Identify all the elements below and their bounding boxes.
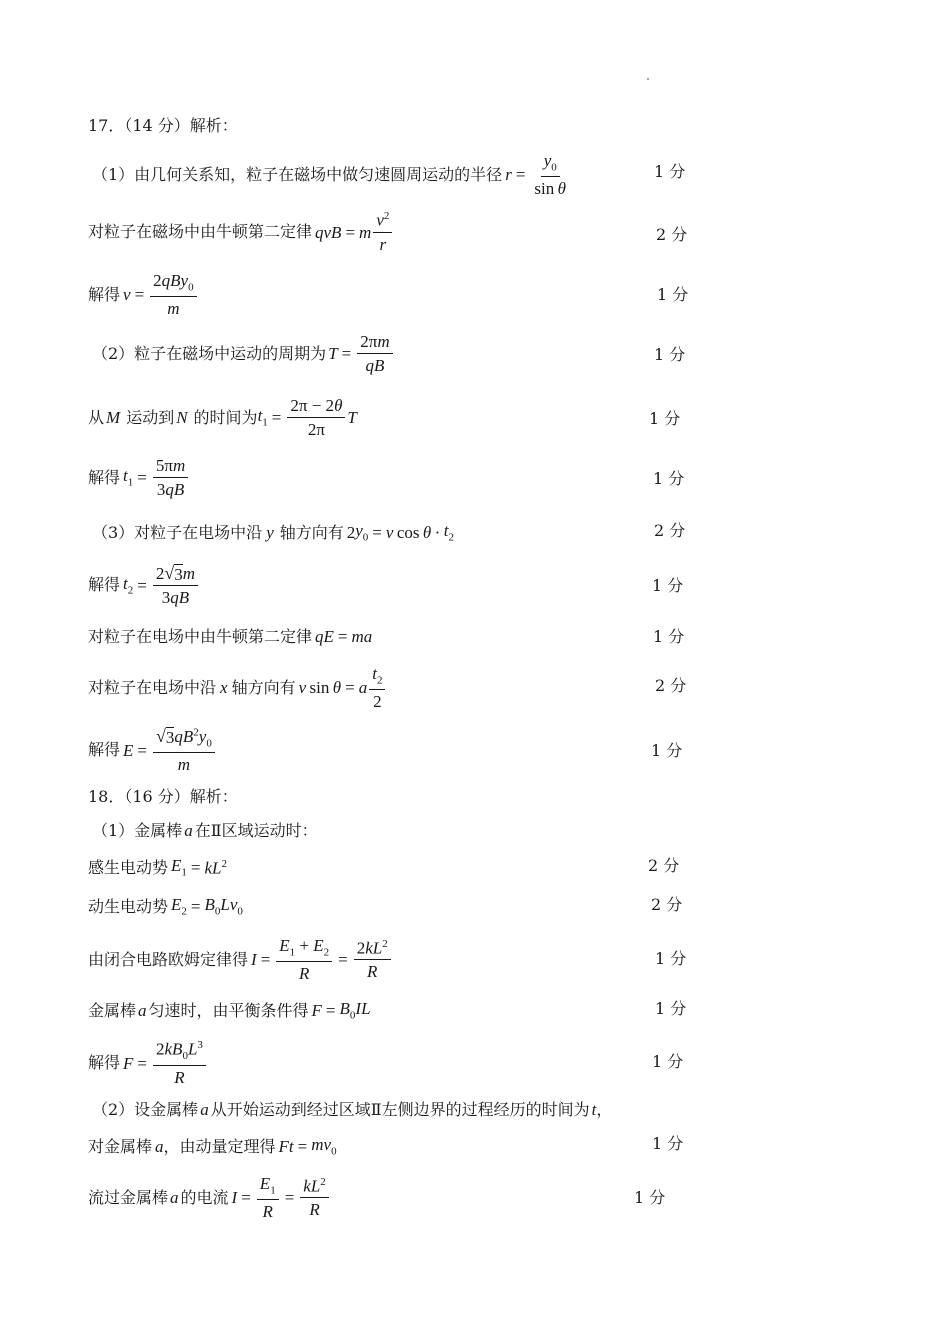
q17-speed-result: 解得 v = $\frac{2qBy_0}{m}$ (88, 272, 199, 318)
formula-time-arc: $\frac{2\pi - 2\theta}{2\pi}$ (287, 397, 345, 439)
q17-time-mn: 从 M 运动到 N 的时间为 $t_1$ = $\frac{2\pi - 2\theta}{2\pi}$ T (88, 396, 357, 439)
formula-kl2-over-r: $\frac{kL^2}{R}$ (300, 1177, 329, 1219)
q17-t2-result: 解得 $t_2$ = 2 √ 3 m 3qB (88, 564, 200, 607)
score: 1 分 (655, 999, 687, 1018)
q17-step1: （1）由几何关系知，粒子在磁场中做匀速圆周运动的半径 r = $\frac{y_0}{\text{sin θ}}$ (92, 152, 571, 198)
q18-equilibrium: 金属棒 a 匀速时，由平衡条件得 F = $B_0IL$ (88, 999, 371, 1022)
formula-field: √ 3 $qB^2y_0$ m (153, 727, 215, 774)
score: 1 分 (653, 627, 685, 646)
score: 1 分 (653, 469, 685, 488)
formula-half-t2: $\frac{t_2}{2}$ (369, 665, 385, 711)
formula-force: $\frac{2kB_0L^3}{R}$ (153, 1040, 206, 1086)
q17-newton-magnetic: 对粒子在磁场中由牛顿第二定律 qvB = m $\frac{v^2}{r}$ (88, 211, 394, 253)
score: 1 分 (634, 1188, 666, 1207)
score: 2 分 (654, 521, 686, 540)
formula-radius: $\frac{y_0}{\text{sin θ}}$ (534, 151, 567, 198)
formula-centripetal: $\frac{v^2}{r}$ (373, 211, 392, 253)
formula-t1: $\frac{5\pi m}{3qB}$ (153, 457, 188, 499)
formula-current-result: $\frac{2kL^2}{R}$ (354, 939, 391, 981)
score: 2 分 (655, 676, 687, 695)
score: 1 分 (652, 1134, 684, 1153)
q17-newton-electric: 对粒子在电场中由牛顿第二定律 qE = ma (88, 626, 373, 646)
formula-t2: 2 √ 3 m 3qB (153, 564, 198, 607)
score: 2 分 (648, 856, 680, 875)
q18-current-rod: 流过金属棒 a 的电流 I = $\frac{E_1}{R}$ = $\frac{kL^2}{R}$ (88, 1175, 331, 1221)
speck-mark (647, 78, 649, 80)
q18-ohm-law: 由闭合电路欧姆定律得 I = $\frac{E_1 + E_2}{R}$ = $\frac{2kL^2}{R}$ (88, 937, 393, 983)
score: 1 分 (652, 1052, 684, 1071)
q18-step1: （1）金属棒 a 在Ⅱ区域运动时： (92, 820, 318, 840)
q17-x-motion: 对粒子在电场中沿 x 轴方向有 v sin θ = a $\frac{t_2}{2}$ (88, 665, 387, 711)
q17-field-result: 解得 E = √ 3 $qB^2y_0$ m (88, 727, 217, 774)
q18-momentum: 对金属棒 a ，由动量定理得 Ft = $mv_0$ (88, 1135, 337, 1158)
score: 1 分 (657, 285, 689, 304)
score: 2 分 (651, 895, 683, 914)
score: 1 分 (654, 345, 686, 364)
score: 1 分 (654, 162, 686, 181)
formula-current-sum: $\frac{E_1 + E_2}{R}$ (276, 937, 332, 983)
q17-step3: （3）对粒子在电场中沿 y 轴方向有 2 $y_0$ = v cos θ · $t_2$ (92, 521, 454, 544)
score: 1 分 (651, 741, 683, 760)
q18-motional-emf: 动生电动势 $E_2$ = $B_0Lv_0$ (88, 895, 243, 918)
q17-step2: （2）粒子在磁场中运动的周期为 T = $\frac{2\pi m}{qB}$ (92, 333, 395, 375)
q17-t1-result: 解得 $t_1$ = $\frac{5\pi m}{3qB}$ (88, 457, 190, 499)
score: 1 分 (649, 409, 681, 428)
q18-force-result: 解得 F = $\frac{2kB_0L^3}{R}$ (88, 1040, 208, 1086)
formula-e1-over-r: $\frac{E_1}{R}$ (257, 1175, 279, 1221)
score: 1 分 (655, 949, 687, 968)
q18-induced-emf: 感生电动势 $E_1$ = $kL^2$ (88, 856, 227, 879)
score: 1 分 (652, 576, 684, 595)
q17-header: 17．（14 分）解析： (88, 116, 238, 135)
q18-header: 18．（16 分）解析： (88, 787, 238, 806)
score: 2 分 (656, 225, 688, 244)
formula-period: $\frac{2\pi m}{qB}$ (357, 333, 392, 375)
q18-step2: （2）设金属棒 a 从开始运动到经过区域Ⅱ左侧边界的过程经历的时间为 t ， (92, 1099, 613, 1119)
formula-speed: $\frac{2qBy_0}{m}$ (150, 272, 196, 318)
